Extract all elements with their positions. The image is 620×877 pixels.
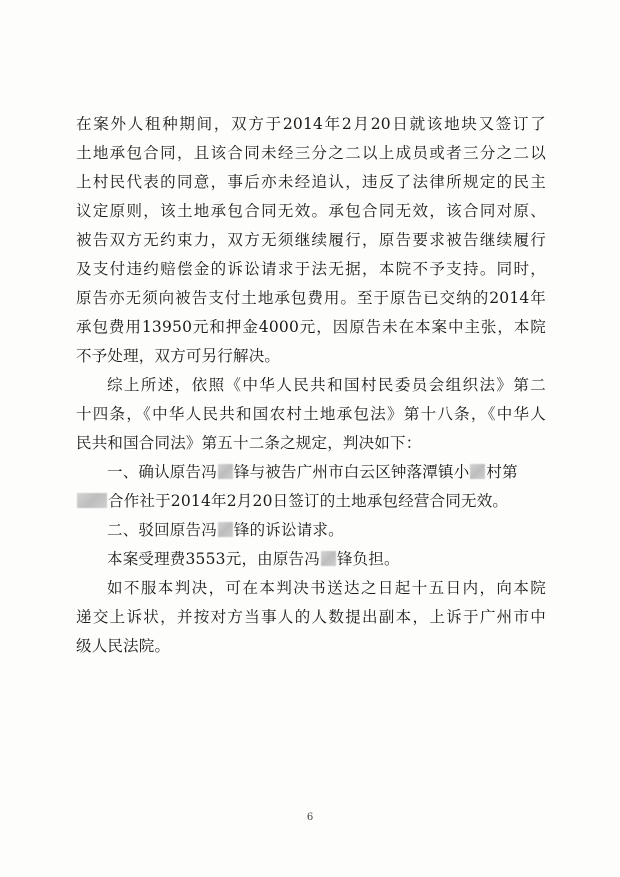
text-line: 承包费用13950元和押金4000元，因原告未在本案中主张，本院 [76, 318, 546, 336]
text-line: 在案外人租种期间，双方于2014年2月20日就该地块又签订了 [76, 115, 546, 133]
text-line: 及支付违约赔偿金的诉讼请求于法无据，本院不予支持。同时， [76, 260, 546, 278]
text-line: 议定原则，该土地承包合同无效。承包合同无效，该合同对原、 [76, 202, 546, 220]
judgment-item-1-cont [76, 487, 546, 516]
judgment-text [76, 110, 546, 661]
judgment-2-part-a: 二、驳回原告冯 [107, 521, 217, 539]
appeal-line: 级人民法院。 [76, 637, 171, 655]
conclusion-line: 十四条，《中华人民共和国农村土地承包法》第十八条，《中华人 [76, 405, 546, 423]
judgment-1-part-a: 一、确认原告冯 [107, 463, 217, 481]
text-line: 被告双方无约束力，双方无须继续履行，原告要求被告继续履行 [76, 231, 546, 249]
judgment-2-part-b: 锋的诉讼请求。 [233, 521, 344, 539]
text-line: 原告亦无须向被告支付土地承包费用。至于原告已交纳的2014年 [76, 289, 546, 307]
fee-line [76, 545, 546, 574]
text-line: 上村民代表的同意，事后亦未经追认，违反了法律所规定的民主 [76, 173, 546, 191]
redaction-mark [470, 464, 485, 479]
page-number: 6 [306, 812, 314, 823]
fee-part-b: 锋负担。 [336, 550, 400, 568]
appeal-line: 递交上诉状，并按对方当事人的人数提出副本，上诉于广州市中 [76, 608, 546, 626]
text-line: 不予处理，双方可另行解决。 [76, 347, 281, 365]
redaction-mark [218, 464, 233, 479]
redaction-mark [321, 551, 336, 566]
conclusion-line: 民共和国合同法》第五十二条之规定，判决如下： [76, 434, 422, 452]
text-line: 土地承包合同，且该合同未经三分之二以上成员或者三分之二以 [76, 144, 546, 162]
redaction-mark [77, 493, 107, 508]
judgment-1-part-b: 锋与被告广州市白云区钟落潭镇小 [233, 463, 470, 481]
fee-part-a: 本案受理费3553元，由原告冯 [107, 550, 320, 568]
judgment-1-part-d: 合作社于2014年2月20日签订的土地承包经营合同无效。 [108, 492, 509, 510]
redaction-mark [218, 522, 233, 537]
judgment-item-1 [76, 458, 546, 487]
conclusion-line: 综上所述，依照《中华人民共和国村民委员会组织法》第二 [107, 376, 546, 394]
appeal-line: 如不服本判决，可在本判决书送达之日起十五日内，向本院 [107, 579, 546, 597]
judgment-item-2 [76, 516, 546, 545]
judgment-1-part-c: 村第 [486, 463, 518, 481]
